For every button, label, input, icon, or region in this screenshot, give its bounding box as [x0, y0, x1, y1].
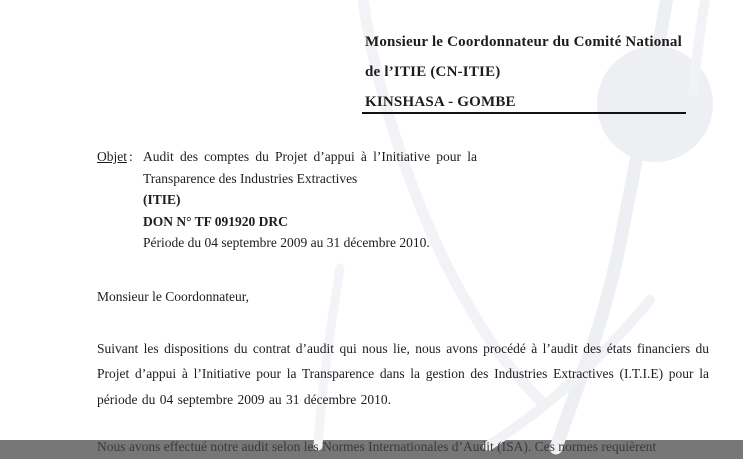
subject-acronym: (ITIE): [143, 192, 181, 207]
subject-period: Période du 04 septembre 2009 au 31 décembre 2010.: [143, 235, 430, 250]
subject-label: Objet: [97, 149, 127, 164]
recipient-block: [365, 27, 695, 117]
subject-block: [97, 146, 497, 254]
recipient-line-3: KINSHASA - GOMBE: [365, 94, 516, 110]
recipient-line-1: Monsieur le Coordonnateur du Comité National: [365, 34, 683, 50]
subject-don-number: DON N° TF 091920 DRC: [143, 213, 288, 229]
subject-colon: :: [129, 149, 133, 164]
salutation: Monsieur le Coordonnateur,: [97, 289, 250, 304]
subject-text-column: [143, 146, 477, 254]
body-paragraph: Suivant les dispositions du contrat d’audit qui nous lie, nous avons procédé à l’audit des états financiers du Projet d’appui à l’Initiative pour la Transparence dans la gestion des Industries Extractives (I.T.I.E) pour la période du 04 septembre 2009 au 31 décembre 2010.: [97, 341, 709, 407]
subject-text: Audit des comptes du Projet d’appui à l’Initiative pour la Transparence des Industries Extractives: [143, 149, 477, 186]
partial-next-line: Nous avons effectué notre audit selon les Normes Internationales d’Audit (ISA). Ces normes requièrent: [97, 439, 657, 454]
subject-label-cell: [97, 146, 143, 254]
header-underline-rule: [362, 112, 686, 114]
recipient-line-2: de l’ITIE (CN-ITIE): [365, 64, 501, 80]
